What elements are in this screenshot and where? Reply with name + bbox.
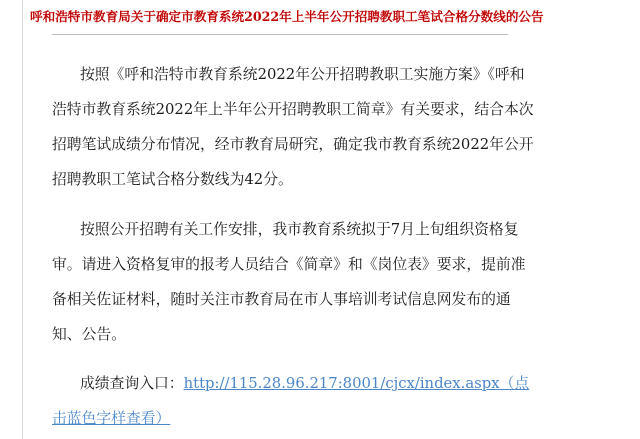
paragraph-line: 招聘教职工笔试合格分数线为42分。 [52, 171, 293, 188]
title-divider [52, 34, 508, 35]
paragraph-qualification-review [52, 212, 526, 352]
score-query-line [52, 366, 530, 401]
paragraph-line: 审。请进入资格复审的报考人员结合《简章》和《岗位表》要求，提前准 [52, 256, 526, 273]
score-query-hint-end[interactable]: 击蓝色字样查看） [52, 410, 171, 427]
score-query-section [52, 366, 530, 436]
paragraph-line: 知、公告。 [52, 326, 126, 343]
paragraph-line: 备相关佐证材料，随时关注市教育局在市人事培训考试信息网发布的通 [52, 291, 511, 308]
paragraph-cutoff-score [52, 57, 534, 197]
score-query-hint-start[interactable]: （点 [499, 375, 530, 392]
paragraph-line: 按照《呼和浩特市教育系统2022年公开招聘教职工实施方案》《呼和 [80, 66, 525, 83]
page-left-border [22, 0, 23, 439]
paragraph-line: 按照公开招聘有关工作安排，我市教育系统拟于7月上旬组织资格复 [80, 221, 519, 238]
paragraph-line: 招聘笔试成绩分布情况，经市教育局研究，确定我市教育系统2022年公开 [52, 136, 534, 153]
score-query-link[interactable]: http://115.28.96.217:8001/cjcx/index.aspx [183, 375, 500, 392]
paragraph-line: 浩特市教育系统2022年上半年公开招聘教职工简章》有关要求，结合本次 [52, 101, 534, 118]
score-query-label: 成绩查询入口： [80, 375, 184, 392]
page-title: 呼和浩特市教育局关于确定市教育系统2022年上半年公开招聘教职工笔试合格分数线的公告 [30, 9, 544, 24]
score-query-line [52, 401, 522, 436]
